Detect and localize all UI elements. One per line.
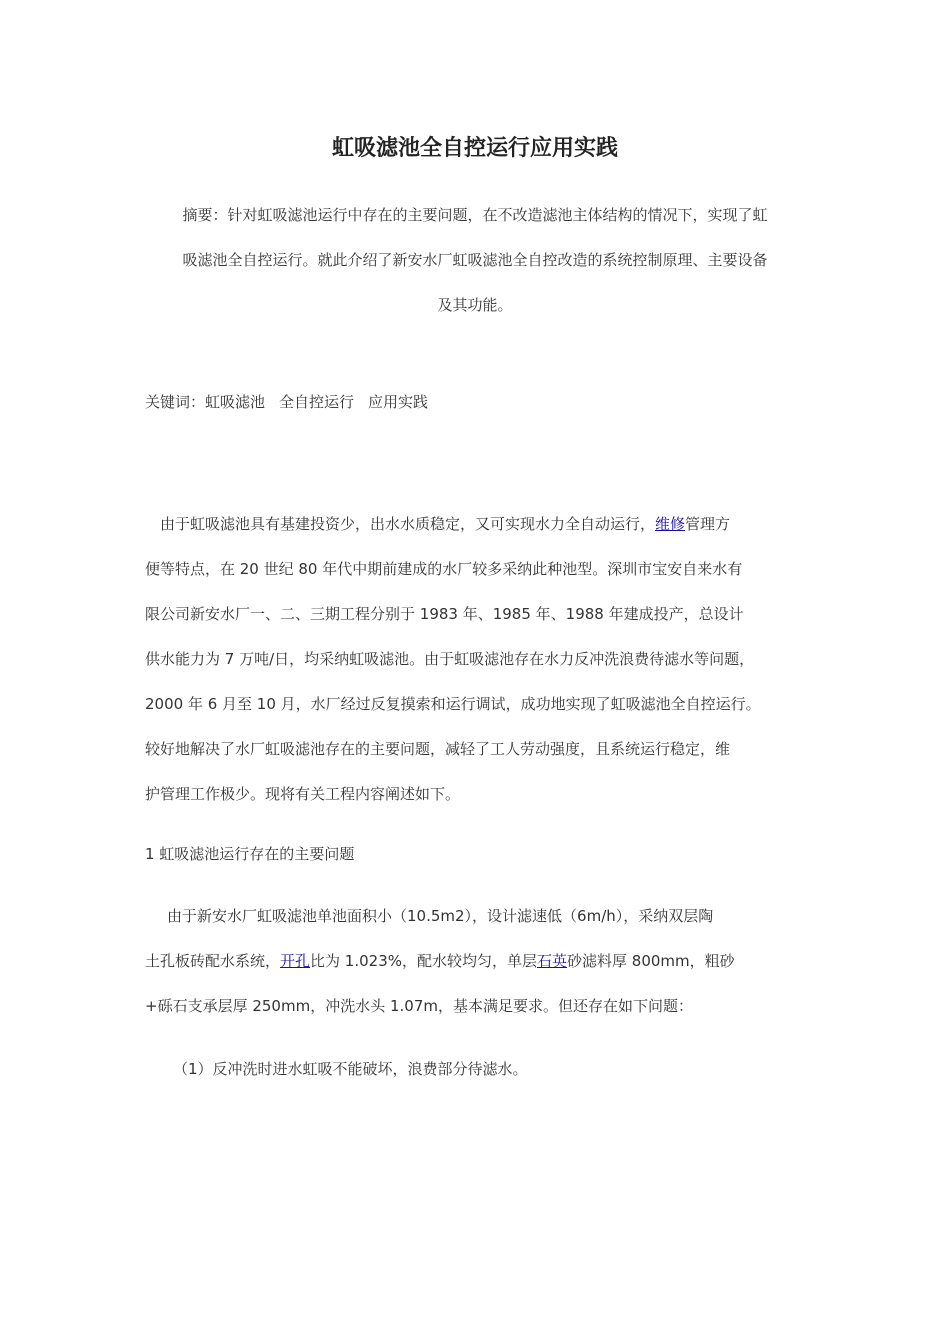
list-item xyxy=(145,1047,825,1092)
text-span: 管理方 xyxy=(685,515,731,533)
paragraph-line: +砾石支承层厚 250mm，冲洗水头 1.07m，基本满足要求。但还存在如下问题： xyxy=(145,997,693,1015)
abstract-line: 摘要：针对虹吸滤池运行中存在的主要问题，在不改造滤池主体结构的情况下，实现了虹 xyxy=(182,206,768,224)
abstract-line: 及其功能。 xyxy=(437,296,513,314)
keyword-item: 全自控运行 xyxy=(279,393,355,411)
text-span: 由于虹吸滤池具有基建投资少，出水水质稳定，又可实现水力全自动运行， xyxy=(160,515,656,533)
page-title: 虹吸滤池全自控运行应用实践 xyxy=(331,136,618,161)
keyword-item: 虹吸滤池 xyxy=(205,393,266,411)
paragraph-line xyxy=(145,502,825,547)
abstract-line: 吸滤池全自控运行。就此介绍了新安水厂虹吸滤池全自控改造的系统控制原理、主要设备 xyxy=(182,251,768,269)
paragraph-line: 便等特点，在 20 世纪 80 年代中期前建成的水厂较多采纳此种池型。深圳市宝安自来水有 xyxy=(145,560,743,578)
text-span: 比为 1.023%，配水较均匀，单层 xyxy=(310,952,537,970)
paragraph-line: 2000 年 6 月至 10 月，水厂经过反复摸索和运行调试，成功地实现了虹吸滤池全自控运行。 xyxy=(145,695,761,713)
paragraph-line xyxy=(145,939,825,984)
section1-paragraph xyxy=(145,894,825,1029)
keywords-label: 关键词： xyxy=(145,393,206,411)
paragraph-line: 护管理工作极少。现将有关工程内容阐述如下。 xyxy=(145,785,461,803)
paragraph-line: 由于新安水厂虹吸滤池单池面积小（10.5m2），设计滤速低（6m/h），采纳双层陶 xyxy=(167,907,714,925)
abstract xyxy=(145,193,805,328)
text-span: 土孔板砖配水系统， xyxy=(145,952,281,970)
list-item-text: （1）反冲洗时进水虹吸不能破坏，浪费部分待滤水。 xyxy=(173,1060,528,1078)
maintenance-link[interactable]: 维修 xyxy=(655,515,686,533)
text-span: 砂滤料厚 800mm，粗砂 xyxy=(567,952,735,970)
keywords xyxy=(145,387,442,417)
paragraph-line: 供水能力为 7 万吨/日，均采纳虹吸滤池。由于虹吸滤池存在水力反冲洗浪费待滤水等问题， xyxy=(145,650,755,668)
intro-paragraph xyxy=(145,502,825,817)
section-heading: 1 虹吸滤池运行存在的主要问题 xyxy=(145,845,355,863)
paragraph-line: 限公司新安水厂一、二、三期工程分别于 1983 年、1985 年、1988 年建成投产，总设计 xyxy=(145,605,744,623)
keyword-item: 应用实践 xyxy=(368,393,429,411)
opening-link[interactable]: 开孔 xyxy=(280,952,311,970)
quartz-link[interactable]: 石英 xyxy=(537,952,568,970)
paragraph-line: 较好地解决了水厂虹吸滤池存在的主要问题，减轻了工人劳动强度，且系统运行稳定，维 xyxy=(145,740,731,758)
